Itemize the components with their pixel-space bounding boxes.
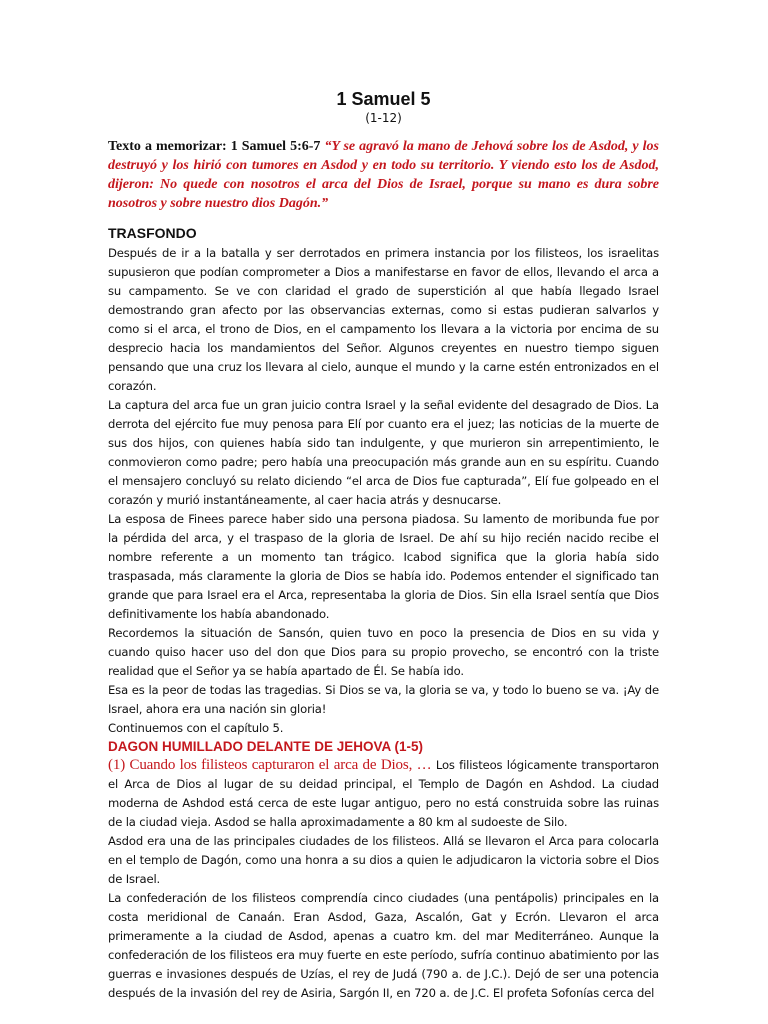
section-heading-trasfondo: TRASFONDO [108,225,197,241]
paragraph: Después de ir a la batalla y ser derrotados en primera instancia por los filisteos, los israelitas supusieron que podían comprometer a Dios a manifestarse en favor de ellos, llevando el arca a su campamento. Se ve con claridad el grado de superstición al que había llegado Israel demostrando gran afecto por las observancias externas, como si estas pudieran salvarlos y como si el arca, el trono de Dios, en el campamento los llevara a la victoria por encima de su desprecio hacia los mandamientos del Señor. Algunos creyentes en nuestro tiempo siguen pensando que una cruz los llevara al cielo, aunque el mundo y la carne estén entronizados en el corazón. [108,246,659,393]
memory-verse-text: “Y se agravó la mano de Jehová sobre los de Asdod, y los destruyó y los hirió con tumores en Asdod y en todo su territorio. Y viendo esto los de Asdod, dijeron: No quede con nosotros el arca del Dios de Israel, porque su mano es dura sobre nosotros y sobre nuestro dios Dagón.” [108,139,659,211]
memory-verse [108,137,659,213]
paragraph: La esposa de Finees parece haber sido una persona piadosa. Su lamento de moribunda fue por la pérdida del arca, y el traspaso de la gloria de Israel. De ahí su hijo recién nacido recibe el nombre referente a un momento tan trágico. Icabod significa que la gloria había sido traspasada, más claramente la gloria de Dios se había ido. Podemos entender el significado tan grande que para Israel era el Arca, representaba la gloria de Dios. Sin ella Israel sentía que Dios definitivamente los había abandonado. [108,512,659,621]
verse-lead: (1) Cuando los filisteos capturaron el arca de Dios, … [108,757,432,773]
memory-verse-label: Texto a memorizar: 1 Samuel 5:6-7 [108,139,325,154]
page-title: 1 Samuel 5 [336,89,431,109]
section-heading-dagon: DAGON HUMILLADO DELANTE DE JEHOVA (1-5) [108,739,424,754]
chapter-range: (1-12) [365,111,402,125]
paragraph: Continuemos con el capítulo 5. [108,721,284,735]
paragraph: La captura del arca fue un gran juicio contra Israel y la señal evidente del desagrado de Dios. La derrota del ejército fue muy penosa para Elí por cuanto era el juez; las noticias de la muerte de sus dos hijos, con quienes había sido tan indulgente, y que murieron sin arrepentimiento, le conmovieron como padre; pero había una preocupación más grande aun en su espíritu. Cuando el mensajero concluyó su relato diciendo “el arca de Dios fue capturada”, Elí fue golpeado en el corazón y murió instantáneamente, al caer hacia atrás y desnucarse. [108,398,659,507]
paragraph: Asdod era una de las principales ciudades de los filisteos. Allá se llevaron el Arca para colocarla en el templo de Dagón, como una honra a su dios a quien le adjudicaron la victoria sobre el Dios de Israel. [108,834,659,886]
document-page [108,88,659,1003]
verse-lead-commentary: Los filisteos lógicamente transportaron el Arca de Dios al lugar de su deidad principal, el Templo de Dagón en Ashdod. La ciudad moderna de Ashdod está cerca de este lugar antiguo, pero no está construida sobre las ruinas de la ciudad vieja. Asdod se halla aproximadamente a 80 km al sudoeste de Silo. [108,758,659,829]
paragraph: Esa es la peor de todas las tragedias. Si Dios se va, la gloria se va, y todo lo bueno se va. ¡Ay de Israel, ahora era una nación sin gloria! [108,683,659,716]
paragraph: Recordemos la situación de Sansón, quien tuvo en poco la presencia de Dios en su vida y cuando quiso hacer uso del don que Dios para su propio provecho, se encontró con la triste realidad que el Señor ya se había apartado de Él. Se había ido. [108,626,659,678]
paragraph-lead [108,756,659,832]
paragraph: La confederación de los filisteos comprendía cinco ciudades (una pentápolis) principales en la costa meridional de Canaán. Eran Asdod, Gaza, Ascalón, Gat y Ecrón. Llevaron el arca primeramente a la ciudad de Asdod, apenas a cuatro km. del mar Mediterráneo. Aunque la confederación de los filisteos era muy fuerte en este período, sufría continuo abatimiento por las guerras e invasiones después de Uzías, el rey de Judá (790 a. de J.C.). Dejó de ser una potencia después de la invasión del rey de Asiria, Sargón II, en 720 a. de J.C. El profeta Sofonías cerca del [108,891,659,1000]
